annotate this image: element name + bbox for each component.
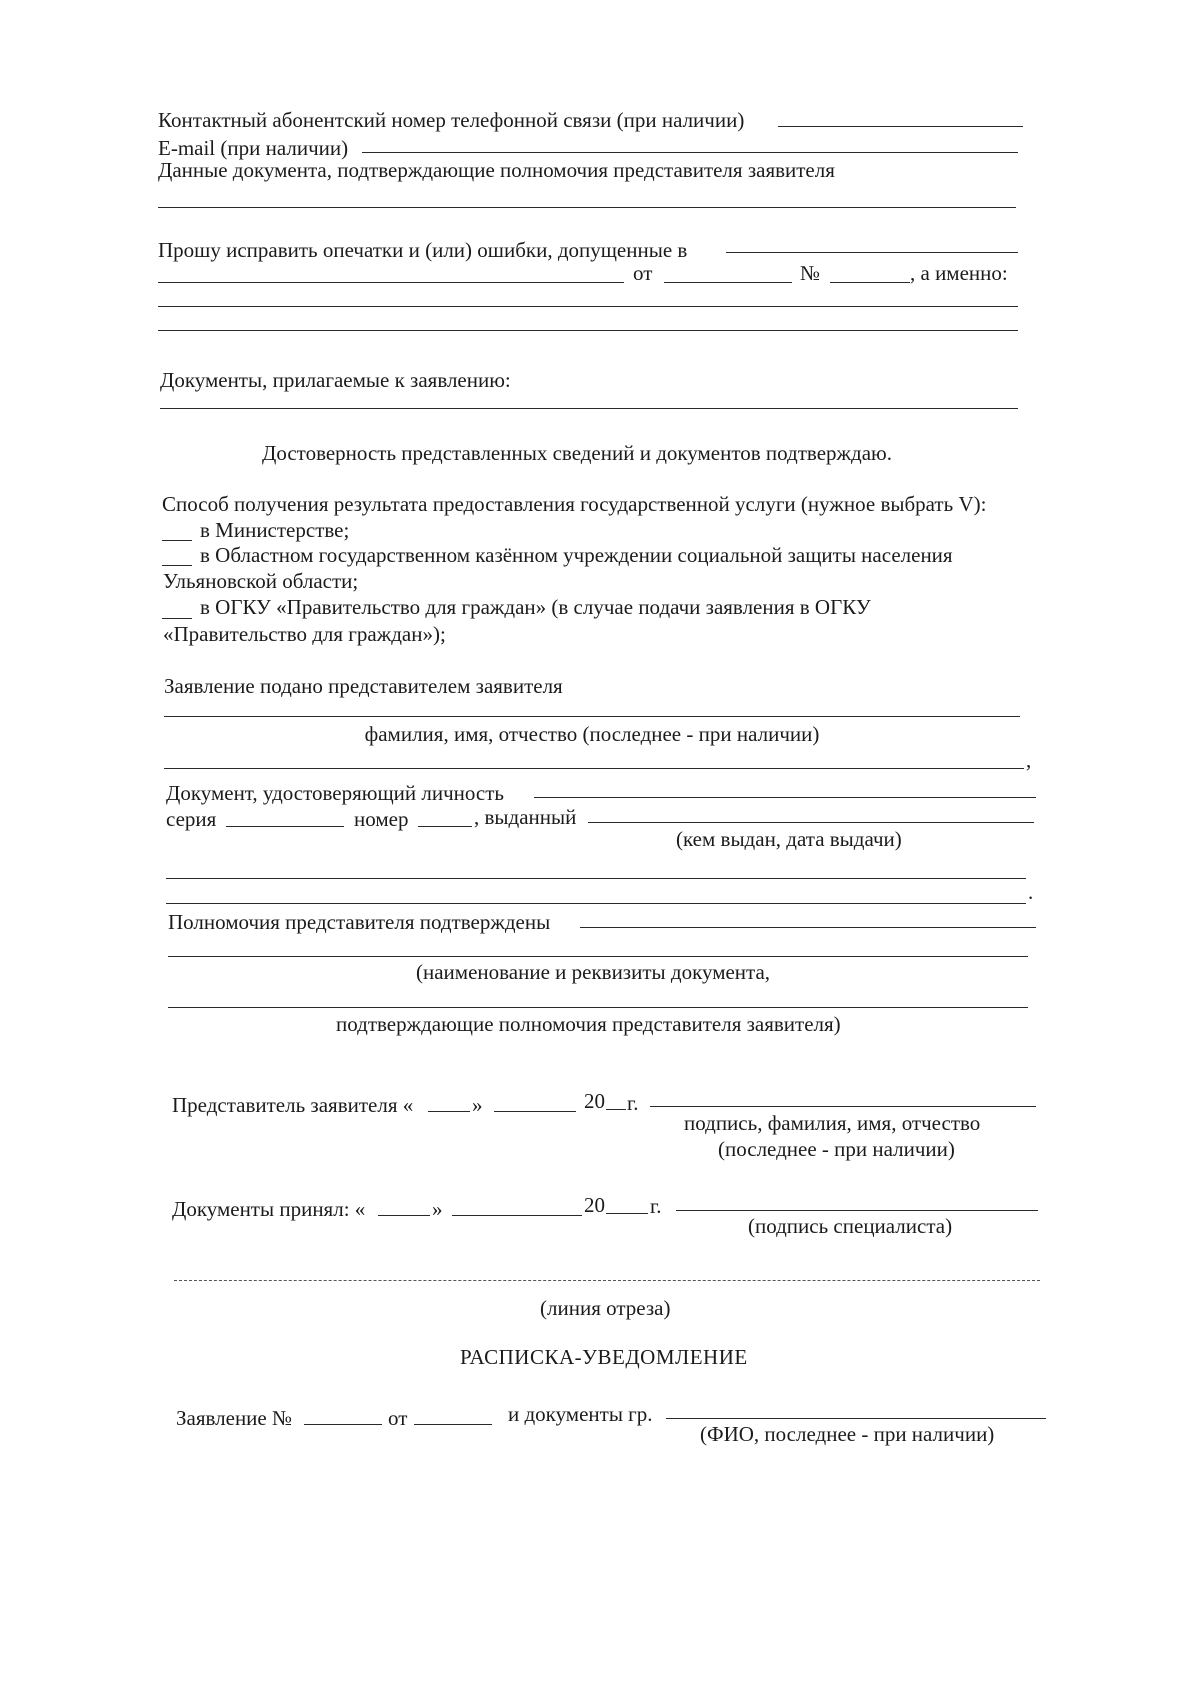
option2-label-line1: в Областном государственном казённом учреждении социальной защиты населения — [200, 543, 953, 567]
email-label: E-mail (при наличии) — [158, 136, 349, 160]
rep-fio-line-2[interactable] — [164, 768, 1024, 769]
accepted-signature-line[interactable] — [676, 1210, 1038, 1211]
issued-line[interactable] — [588, 822, 1034, 823]
rep-fio-caption: фамилия, имя, отчество (последнее - при наличии) — [364, 722, 820, 746]
issued-line-2[interactable] — [166, 878, 1026, 879]
option3-checkbox-line[interactable] — [162, 618, 192, 619]
rep-authority-line-2[interactable] — [168, 956, 1028, 957]
cut-line — [174, 1280, 1040, 1281]
rep-fio-line[interactable] — [164, 716, 1020, 717]
id-number-line[interactable] — [418, 826, 472, 827]
request-date-line[interactable] — [664, 282, 792, 283]
cut-line-caption: (линия отреза) — [540, 1296, 671, 1320]
rep-fio-comma: , — [1026, 748, 1032, 772]
rep-quote-close: » — [472, 1093, 483, 1117]
option1-checkbox-line[interactable] — [162, 540, 192, 541]
accepted-day-line[interactable] — [378, 1215, 430, 1216]
request-detail-line-1[interactable] — [158, 306, 1018, 307]
accepted-year-prefix: 20 — [584, 1193, 605, 1217]
issued-caption: (кем выдан, дата выдачи) — [676, 827, 902, 851]
rep-signature-caption-1: подпись, фамилия, имя, отчество — [684, 1111, 981, 1135]
option3-label-line2: «Правительство для граждан»); — [163, 622, 446, 646]
rep-year-line[interactable] — [606, 1109, 626, 1110]
rep-authority-line-3[interactable] — [168, 1007, 1028, 1008]
option2-checkbox-line[interactable] — [162, 565, 192, 566]
rep-year-prefix: 20 — [584, 1089, 605, 1113]
receipt-fio-line[interactable] — [666, 1418, 1046, 1419]
id-doc-label: Документ, удостоверяющий личность — [166, 781, 504, 805]
rep-signature-line[interactable] — [650, 1106, 1036, 1107]
id-number-label: номер — [354, 807, 409, 831]
rep-authority-label: Полномочия представителя подтверждены — [168, 910, 551, 934]
request-label: Прошу исправить опечатки и (или) ошибки, допущенные в — [158, 238, 688, 262]
receipt-date-line[interactable] — [414, 1424, 492, 1425]
authority-doc-caption-2: подтверждающие полномочия представителя заявителя) — [336, 1012, 841, 1036]
request-doc-line[interactable] — [726, 252, 1018, 253]
rep-month-line[interactable] — [494, 1111, 576, 1112]
email-field-line[interactable] — [362, 152, 1018, 153]
accepted-year-line[interactable] — [606, 1213, 648, 1214]
option3-label-line1: в ОГКУ «Правительство для граждан» (в случае подачи заявления в ОГКУ — [200, 595, 871, 619]
submitted-by-rep-label: Заявление подано представителем заявителя — [164, 674, 563, 698]
request-number-label: № — [800, 261, 821, 285]
request-namely-label: , а именно: — [910, 261, 1008, 285]
attachments-label: Документы, прилагаемые к заявлению: — [160, 368, 511, 392]
accepted-month-line[interactable] — [452, 1215, 582, 1216]
rep-day-line[interactable] — [428, 1111, 470, 1112]
authority-doc-caption-1: (наименование и реквизиты документа, — [416, 960, 771, 984]
request-number-line[interactable] — [830, 282, 910, 283]
rep-signature-caption-2: (последнее - при наличии) — [718, 1137, 955, 1161]
series-label: серия — [166, 807, 217, 831]
request-doc-line-2[interactable] — [158, 282, 624, 283]
id-doc-line[interactable] — [534, 797, 1036, 798]
receipt-statement-label: Заявление № — [176, 1406, 293, 1430]
request-detail-line-2[interactable] — [158, 330, 1018, 331]
confirmation-text: Достоверность представленных сведений и документов подтверждаю. — [262, 441, 892, 465]
issued-period: . — [1028, 880, 1034, 904]
receipt-docs-label: и документы гр. — [508, 1402, 653, 1426]
option2-label-line2: Ульяновской области; — [163, 569, 359, 593]
accepted-year-suffix: г. — [650, 1194, 662, 1218]
accepted-quote-close: » — [432, 1197, 443, 1221]
receipt-number-line[interactable] — [304, 1424, 382, 1425]
accepted-label: Документы принял: « — [172, 1197, 366, 1221]
receipt-fio-caption: (ФИО, последнее - при наличии) — [700, 1422, 995, 1446]
request-from-label: от — [633, 261, 653, 285]
receipt-from-label: от — [388, 1406, 408, 1430]
issued-line-3[interactable] — [166, 903, 1026, 904]
phone-field-line[interactable] — [778, 126, 1023, 127]
authority-doc-label: Данные документа, подтверждающие полномочия представителя заявителя — [158, 158, 835, 182]
rep-year-suffix: г. — [627, 1091, 639, 1115]
accepted-caption: (подпись специалиста) — [748, 1214, 953, 1238]
method-heading: Способ получения результата предоставления государственной услуги (нужное выбрать V): — [162, 492, 987, 516]
series-line[interactable] — [226, 826, 344, 827]
attachments-line[interactable] — [160, 408, 1018, 409]
rep-signature-label: Представитель заявителя « — [172, 1093, 414, 1117]
phone-label: Контактный абонентский номер телефонной связи (при наличии) — [158, 108, 745, 132]
issued-label: , выданный — [474, 805, 577, 829]
option1-label: в Министерстве; — [200, 518, 350, 542]
rep-authority-line[interactable] — [580, 927, 1036, 928]
authority-doc-line[interactable] — [158, 207, 1016, 208]
receipt-title: РАСПИСКА-УВЕДОМЛЕНИЕ — [460, 1345, 748, 1369]
